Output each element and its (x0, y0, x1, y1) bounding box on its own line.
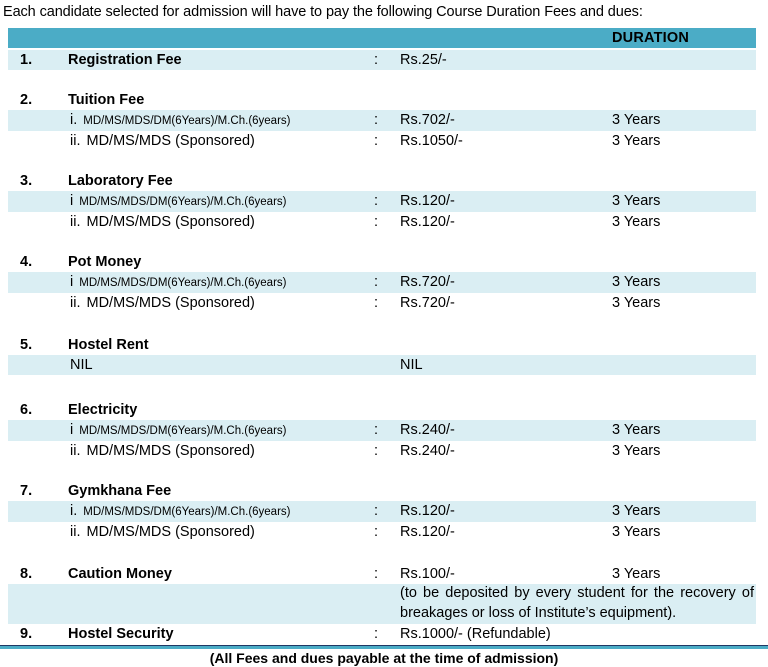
colon (356, 252, 396, 272)
fee-sub-row (8, 420, 756, 441)
fee-duration (602, 50, 756, 70)
sub-label (60, 110, 356, 131)
fee-section-5 (8, 335, 756, 375)
fee-number: 6. (20, 402, 33, 418)
fee-amount (396, 171, 602, 191)
fee-table (8, 28, 756, 644)
fee-head-row (8, 564, 756, 584)
sub-label (60, 522, 356, 542)
colon: : (373, 133, 379, 149)
fee-section-9 (8, 624, 756, 644)
fee-amount: Rs.240/- (400, 422, 455, 438)
colon (356, 400, 396, 420)
fee-amount: Rs.100/- (400, 566, 455, 582)
fee-head-row (8, 252, 756, 272)
fee-number: 3. (20, 173, 33, 189)
fee-head-row (8, 90, 756, 110)
colon: : (373, 422, 379, 438)
footer-note: (All Fees and dues payable at the time of admission) (209, 650, 559, 666)
colon: : (373, 524, 379, 540)
fee-sub-row (8, 212, 756, 232)
fee-amount: Rs.120/- (400, 193, 455, 209)
fee-sub-row (8, 501, 756, 522)
fee-duration (602, 400, 756, 420)
fee-sub-row (8, 522, 756, 542)
fee-duration (602, 481, 756, 501)
fee-duration: 3 Years (612, 503, 661, 519)
fee-head-row (8, 171, 756, 191)
sub-label (60, 293, 356, 313)
sub-label (60, 420, 356, 441)
fee-head-row (8, 50, 756, 70)
sub-item-label: NIL (70, 357, 93, 373)
sub-item-label: MD/MS/MDS/DM(6Years)/M.Ch.(6years) (79, 425, 287, 437)
fee-sub-row (8, 272, 756, 293)
fee-section-1 (8, 50, 756, 70)
fee-number: 7. (20, 483, 33, 499)
fee-amount: Rs.240/- (400, 443, 455, 459)
fee-name: Hostel Security (68, 626, 174, 642)
colon: : (373, 274, 379, 290)
colon: : (373, 626, 379, 642)
sub-label (60, 212, 356, 232)
fee-sub-row (8, 441, 756, 461)
fee-duration (602, 252, 756, 272)
fee-sub-row (8, 110, 756, 131)
fee-sub-row (8, 131, 756, 151)
fee-name: Electricity (68, 402, 138, 418)
fee-duration: 3 Years (612, 566, 661, 582)
sub-label (60, 131, 356, 151)
fee-name: Pot Money (68, 254, 142, 270)
fee-amount: Rs.25/- (400, 52, 447, 68)
fee-section-6 (8, 400, 756, 461)
table-body (8, 50, 756, 644)
sub-label (60, 441, 356, 461)
fee-amount: Rs.720/- (400, 295, 455, 311)
fee-head-row (8, 400, 756, 420)
sub-item-index: ii. (70, 214, 81, 230)
fee-number (8, 131, 60, 151)
colon (356, 355, 396, 375)
page-title: Each candidate selected for admission will have to pay the following Course Duration Fees and dues: (3, 4, 643, 20)
fee-amount: Rs.1000/- (Refundable) (400, 626, 551, 642)
sub-item-label: MD/MS/MDS (Sponsored) (86, 295, 255, 311)
fee-number (8, 293, 60, 313)
fee-duration (602, 355, 756, 375)
sub-item-index: i. (70, 112, 78, 128)
sub-item-label: MD/MS/MDS (Sponsored) (86, 443, 255, 459)
colon: : (373, 214, 379, 230)
fee-amount (396, 400, 602, 420)
colon (356, 90, 396, 110)
fee-name: Registration Fee (68, 52, 182, 68)
colon (356, 171, 396, 191)
fee-section-3 (8, 171, 756, 232)
fee-head-row (8, 624, 756, 644)
sub-item-label: MD/MS/MDS/DM(6Years)/M.Ch.(6years) (79, 277, 287, 289)
fee-number (8, 584, 60, 624)
fee-number (8, 110, 60, 131)
fee-amount: Rs.120/- (400, 524, 455, 540)
fee-number (8, 212, 60, 232)
fee-duration (602, 624, 756, 644)
fee-name: Laboratory Fee (68, 173, 173, 189)
sub-item-index: ii. (70, 295, 81, 311)
fee-duration: 3 Years (612, 133, 661, 149)
table-header-bar (8, 28, 756, 48)
fee-amount: Rs.702/- (400, 112, 455, 128)
sub-item-index: i (70, 274, 74, 290)
fee-amount: Rs.120/- (400, 214, 455, 230)
fee-number (8, 501, 60, 522)
sub-label (60, 191, 356, 212)
fee-sub-row (8, 191, 756, 212)
fee-name: Gymkhana Fee (68, 483, 172, 499)
fee-number (8, 355, 60, 375)
colon: : (373, 503, 379, 519)
fee-amount (396, 90, 602, 110)
fee-sub-row (8, 293, 756, 313)
sub-item-label: MD/MS/MDS/DM(6Years)/M.Ch.(6years) (79, 196, 287, 208)
fee-number: 8. (20, 566, 33, 582)
fee-duration: 3 Years (612, 443, 661, 459)
fee-amount (396, 335, 602, 355)
sub-item-label: MD/MS/MDS (Sponsored) (86, 133, 255, 149)
sub-label (60, 584, 356, 624)
fee-head-row (8, 335, 756, 355)
colon (356, 481, 396, 501)
fee-number (8, 441, 60, 461)
fee-section-2 (8, 90, 756, 151)
fee-section-4 (8, 252, 756, 313)
fee-number: 4. (20, 254, 33, 270)
colon: : (373, 295, 379, 311)
fee-amount: Rs.720/- (400, 274, 455, 290)
colon: : (373, 193, 379, 209)
fee-number: 5. (20, 337, 33, 353)
duration-column-header: DURATION (612, 30, 690, 46)
sub-item-index: i. (70, 503, 78, 519)
fee-duration: 3 Years (612, 112, 661, 128)
fee-name: Caution Money (68, 566, 172, 582)
fee-note: (to be deposited by every student for the recovery of breakages or loss of Institute’s equipment). (400, 585, 754, 621)
sub-label (60, 501, 356, 522)
colon (356, 335, 396, 355)
fee-number: 1. (20, 52, 33, 68)
sub-item-index: ii. (70, 524, 81, 540)
sub-item-label: MD/MS/MDS (Sponsored) (86, 524, 255, 540)
fee-number: 9. (20, 626, 33, 642)
fee-duration: 3 Years (612, 274, 661, 290)
sub-item-index: ii. (70, 133, 81, 149)
fee-duration (602, 90, 756, 110)
fee-amount: Rs.120/- (400, 503, 455, 519)
fee-amount (396, 252, 602, 272)
sub-label (60, 272, 356, 293)
fee-name: Hostel Rent (68, 337, 149, 353)
fee-note-row (8, 584, 756, 624)
colon: : (373, 52, 379, 68)
fee-duration: 3 Years (612, 193, 661, 209)
fee-duration (602, 171, 756, 191)
fee-name: Tuition Fee (68, 92, 145, 108)
sub-item-index: i (70, 422, 74, 438)
fee-duration: 3 Years (612, 524, 661, 540)
fee-amount: Rs.1050/- (400, 133, 463, 149)
fee-number (8, 272, 60, 293)
colon (356, 584, 396, 624)
sub-item-index: i (70, 193, 74, 209)
fee-duration: 3 Years (612, 214, 661, 230)
sub-item-label: MD/MS/MDS/DM(6Years)/M.Ch.(6years) (83, 115, 291, 127)
sub-item-label: MD/MS/MDS (Sponsored) (86, 214, 255, 230)
fee-amount (396, 481, 602, 501)
fee-section-7 (8, 481, 756, 542)
fee-number (8, 420, 60, 441)
fee-head-row (8, 481, 756, 501)
fee-sub-row (8, 355, 756, 375)
fee-duration (602, 335, 756, 355)
colon: : (373, 443, 379, 459)
fee-amount: NIL (400, 357, 423, 373)
sub-label (60, 355, 356, 375)
fee-number (8, 191, 60, 212)
fee-number: 2. (20, 92, 33, 108)
fee-section-8 (8, 564, 756, 624)
fee-duration: 3 Years (612, 295, 661, 311)
colon: : (373, 566, 379, 582)
fee-duration: 3 Years (612, 422, 661, 438)
sub-item-label: MD/MS/MDS/DM(6Years)/M.Ch.(6years) (83, 506, 291, 518)
sub-item-index: ii. (70, 443, 81, 459)
fee-number (8, 522, 60, 542)
colon: : (373, 112, 379, 128)
